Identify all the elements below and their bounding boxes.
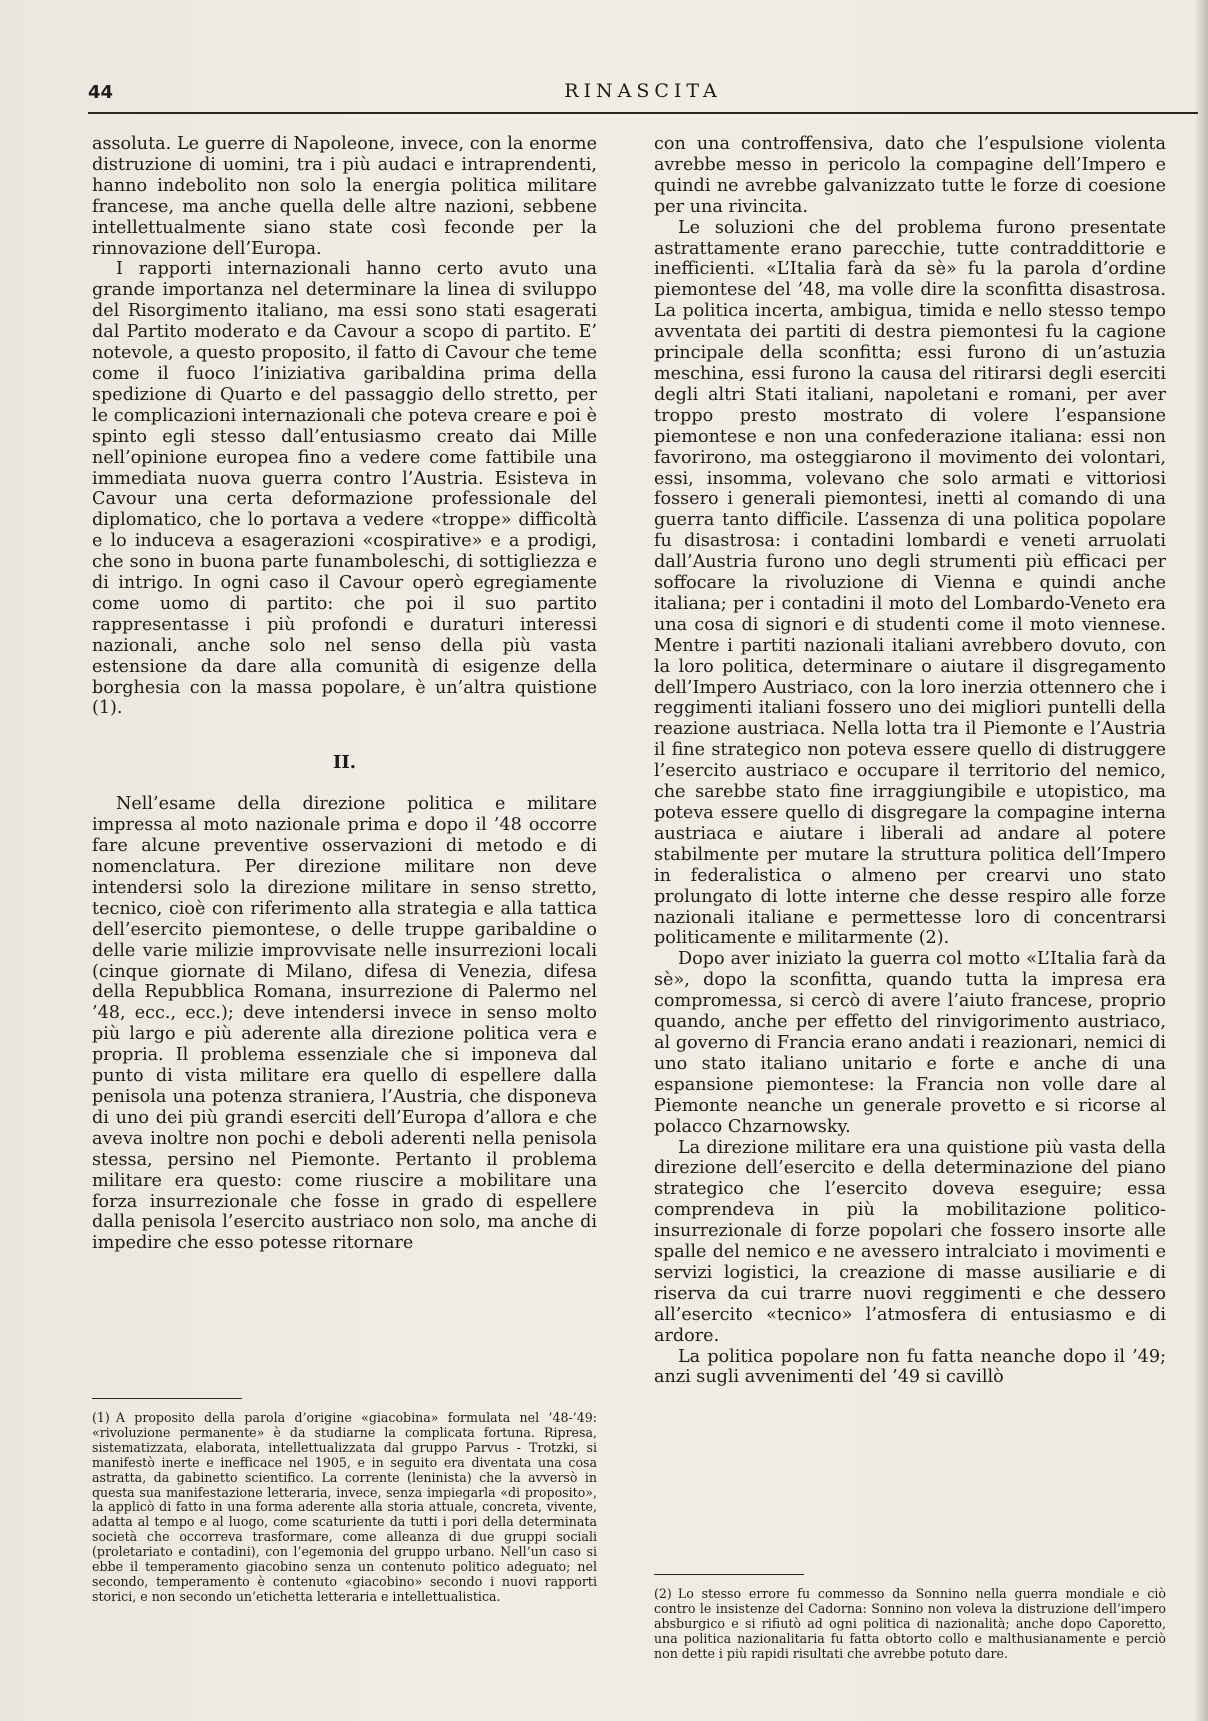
right-column-body (654, 134, 1166, 1554)
paragraph: con una controffensiva, dato che l’espulsione violenta avrebbe messo in pericolo la compagine dell’Impero e quindi ne avrebbe galvanizzato tutte le forze di coesione per una rivincita. (654, 134, 1166, 217)
paragraph: La politica popolare non fu fatta neanche dopo il ’49; anzi sugli avvenimenti del ’49 si cavillò (654, 1346, 1166, 1388)
section-heading: II. (332, 752, 357, 774)
page-number: 44 (88, 82, 114, 103)
footnote-mark: (1) (92, 1410, 110, 1425)
right-column (654, 134, 1166, 1662)
footnote (92, 1411, 597, 1605)
header-divider (88, 112, 1198, 114)
paragraph: Dopo aver iniziato la guerra col motto «L’Italia farà da sè», dopo la sconfitta, quando tutta la impresa era compromessa, si cercò di avere l’aiuto francese, proprio quando, anche per effetto del rinvigorimento austriaco, al governo di Francia erano andati i reazionari, nemici di uno stato italiano unitario e forte e anche di una espansione piemontese: la Francia non volle dare al Piemonte neanche un generale provetto e si ricorse al polacco Chzarnowsky. (654, 949, 1166, 1137)
paragraph: Le soluzioni che del problema furono presentate astrattamente erano parecchie, tutte contraddittorie e inefficienti. «L’Italia farà da sè» fu la parola d’ordine piemontese del ’48, ma volle dire la sconfitta disastrosa. La politica incerta, ambigua, timida e nello stesso tempo avventata dei partiti di destra piemontesi fu la cagione principale della sconfitta; essi furono di un’astuzia meschina, essi furono la causa del ritirarsi degli eserciti degli altri Stati italiani, napoletani e romani, per aver troppo presto mostrato di volere l’espansione piemontese e non una confederazione italiana: essi non favorirono, ma osteggiarono il movimento dei volontari, essi, insomma, volevano che solo armati e vittoriosi fossero i generali piemontesi, inetti al comando di una guerra tanto difficile. L’assenza di una politica popolare fu disastrosa: i contadini lombardi e veneti arruolati dall’Austria furono uno degli strumenti più efficaci per soffocare la rivoluzione di Vienna e quindi anche italiana; per i contadini il moto del Lombardo-Veneto era una cosa di signori e di studenti come il moto viennese. Mentre i partiti nazionali italiani avrebbero dovuto, con la loro politica, determinare o aiutare il disgregamento dell’Impero Austriaco, con la loro inerzia ottennero che i reggimenti italiani fossero uno dei migliori puntelli della reazione austriaca. Nella lotta tra il Piemonte e l’Austria il fine strategico non poteva essere quello di distruggere l’esercito austriaco e occupare il territorio del nemico, che sarebbe stato fine irraggiungibile e utopistico, ma poteva essere quello di disgregare la compagine interna austriaca e aiutare i liberali ad andare al potere stabilmente per mutare la struttura politica dell’Impero in federalistica o almeno per crearvi uno stato prolungato di lotte interne che desse respiro alle forze nazionali italiane e permettesse loro di concentrarsi politicamente e militarmente (2). (654, 217, 1166, 949)
paragraph: Nell’esame della direzione politica e militare impressa al moto nazionale prima e dopo il ’48 occorre fare alcune preventive osservazioni di metodo e di nomenclatura. Per direzione militare non deve intendersi solo la direzione militare in senso stretto, tecnico, cioè con riferimento alla strategia e alla tattica dell’esercito piemontese, o delle truppe garibaldine o delle varie milizie improvvisate nelle insurrezioni locali (cinque giornate di Milano, difesa di Venezia, difesa della Repubblica Romana, insurrezione di Palermo nel ’48, ecc., ecc.); deve intendersi invece in senso molto più largo e più aderente alla direzione politica vera e propria. Il problema essenziale che si imponeva dal punto di vista militare era quello di espellere dalla penisola una potenza straniera, l’Austria, che disponeva di uno dei più grandi eserciti dell’Europa d’allora e che aveva inoltre non pochi e deboli aderenti nella penisola stessa, persino nel Piemonte. Pertanto il problema militare era questo: come riuscire a mobilitare una forza insurrezionale che fosse in grado di espellere dalla penisola l’esercito austriaco non solo, ma anche di impedire che esso potesse ritornare (92, 794, 597, 1254)
footnote-divider (92, 1398, 242, 1399)
paragraph: La direzione militare era una quistione più vasta della direzione dell’esercito e della determinazione del piano strategico che l’esercito doveva eseguire; essa comprendeva in più la mobilitazione politico-insurrezionale di forze popolari che fossero insorte alle spalle del nemico e ne avessero intralciato i movimenti e servizi logistici, la creazione di masse ausiliarie e di riserva da cui trarre nuovi reggimenti e che dessero all’esercito «tecnico» l’atmosfera di entusiasmo e di ardore. (654, 1137, 1166, 1346)
footnote-divider (654, 1574, 804, 1575)
footnote-mark: (2) (654, 1586, 672, 1601)
running-title: RINASCITA (564, 80, 722, 102)
page-header (88, 76, 1198, 110)
footnote-text: A proposito della parola d’origine «giacobina» formulata nel ’48-’49: «rivoluzione permanente» è da studiarne la complicata fortuna. Ripresa, sistematizzata, elaborata, intellettualizzata dal gruppo Parvus - Trotzki, si manifestò inerte e inefficace nel 1905, e in seguito era diventata una cosa astratta, da gabinetto scientifico. La corrente (leninista) che la avversò in questa sua manifestazione letteraria, invece, senza impiegarla «di proposito», la applicò di fatto in una forma aderente alla storia attuale, concreta, vivente, adatta al tempo e al luogo, come scaturiente da tutti i pori della determinata società che occorreva trasformare, come alleanza di due gruppi sociali (proletariato e contadini), con l’egemonia del gruppo urbano. Nell’un caso si ebbe il temperamento giacobino senza un contenuto politico adeguato; nel secondo, temperamento è contenuto «giacobino» secondo i nuovi rapporti storici, e non secondo un’etichetta letteraria e intellettualistica. (92, 1410, 597, 1604)
page-edge-shadow (1194, 0, 1208, 1721)
paragraph: assoluta. Le guerre di Napoleone, invece, con la enorme distruzione di uomini, tra i più audaci e intraprendenti, hanno indebolito non solo la energia politica militare francese, ma anche quella delle altre nazioni, sebbene intellettualmente siano state così feconde per la rinnovazione dell’Europa. (92, 134, 597, 259)
left-column-body (92, 134, 597, 1378)
left-column (92, 134, 597, 1605)
footnote-text: Lo stesso errore fu commesso da Sonnino nella guerra mondiale e ciò contro le insistenze del Cadorna: Sonnino non voleva la distruzione dell’impero absburgico e si rifiutò ad ogni politica di nazionalità; anche dopo Caporetto, una politica nazionalitaria fu fatta obtorto collo e malthusianamente e perciò non dette i più rapidi risultati che avrebbe potuto dare. (654, 1586, 1166, 1661)
paragraph: I rapporti internazionali hanno certo avuto una grande importanza nel determinare la linea di sviluppo del Risorgimento italiano, ma essi sono stati esagerati dal Partito moderato e da Cavour a scopo di partito. E’ notevole, a questo proposito, il fatto di Cavour che teme come il fuoco l’iniziativa garibaldina prima della spedizione di Quarto e del passaggio dello stretto, per le complicazioni internazionali che poteva creare e poi è spinto egli stesso dall’entusiasmo creato dai Mille nell’opinione europea fino a vedere come fattibile una immediata nuova guerra contro l’Austria. Esisteva in Cavour una certa deformazione professionale del diplomatico, che lo portava a vedere «troppe» difficoltà e lo induceva a esagerazioni «cospirative» e a prodigi, che sono in buona parte funamboleschi, di sottigliezza e di intrigo. In ogni caso il Cavour operò egregiamente come uomo di partito: che poi il suo partito rappresentasse i più profondi e duraturi interessi nazionali, anche solo nel senso della più vasta estensione da dare alla comunità di esigenze della borghesia con la massa popolare, è un’altra quistione (1). (92, 259, 597, 719)
footnote (654, 1587, 1166, 1662)
